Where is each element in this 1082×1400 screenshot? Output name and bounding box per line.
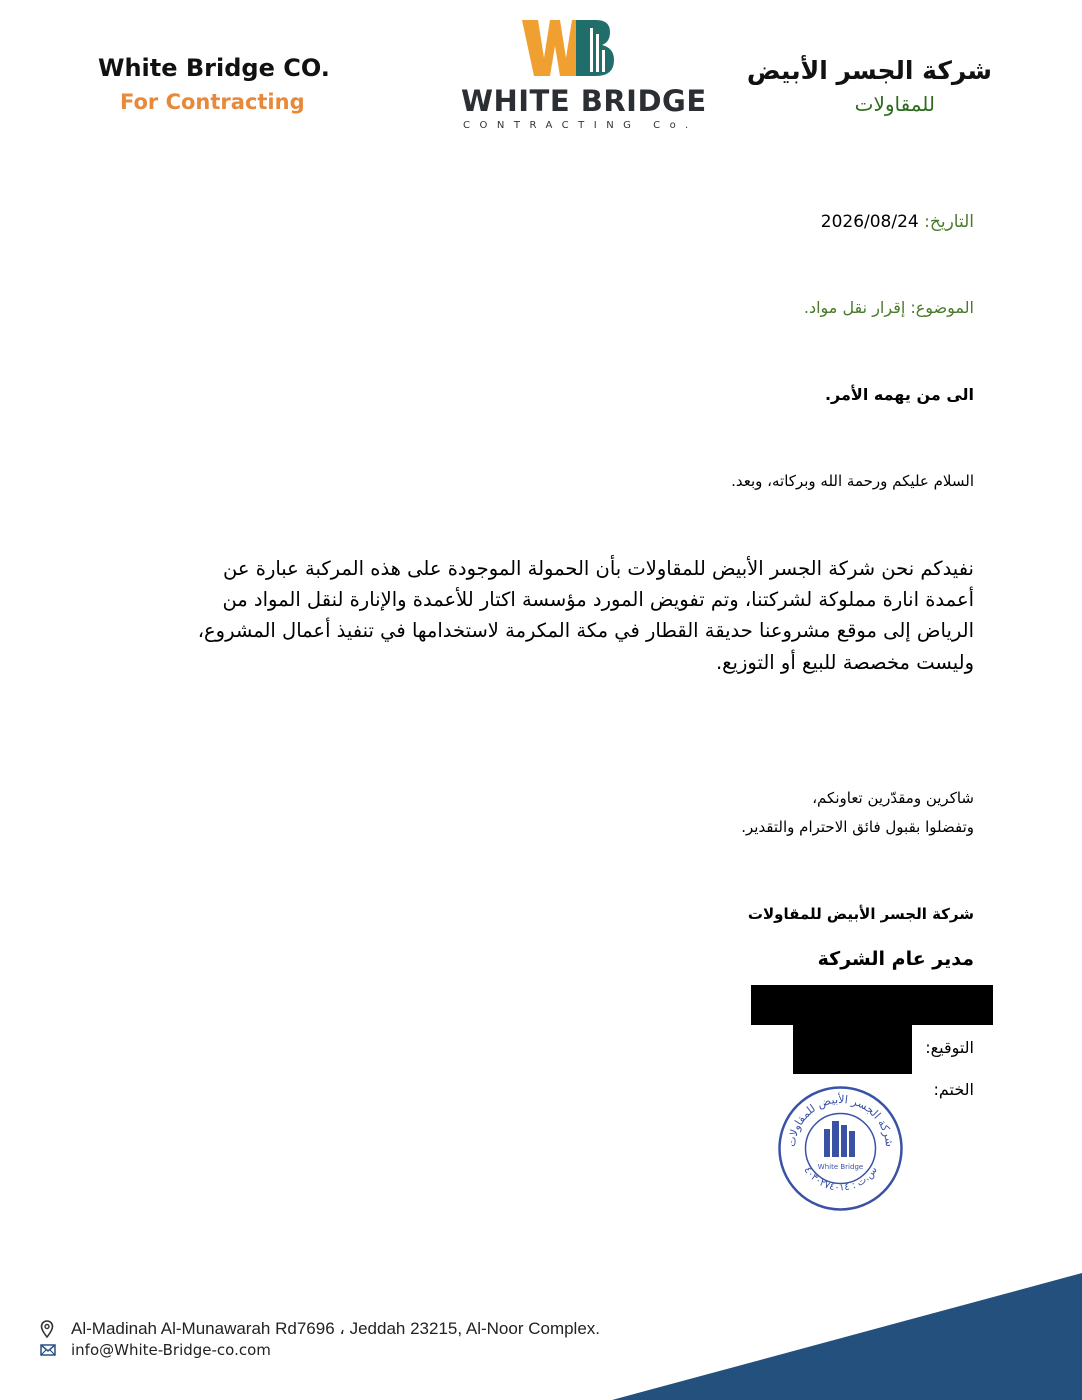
signature-label: التوقيع:: [925, 1038, 974, 1057]
letter-body: نفيدكم نحن شركة الجسر الأبيض للمقاولات بأن الحمولة الموجودة على هذه المركبة عبارة عن أعمدة انارة مملوكة لشركتنا، وتم تفويض المورد مؤسسة اكتار للأعمدة والإنارة لنقل المواد من الرياض إلى موقع مشروعنا حديقة القطار في مكة المكرمة لاستخدامها في تنفيذ أعمال المشروع، وليست مخصصة للبيع أو التوزيع.: [197, 557, 974, 674]
footer-address: Al-Madinah Al-Munawarah Rd7696 ، Jeddah 23215, Al-Noor Complex.: [71, 1319, 601, 1338]
greeting-line: السلام عليكم ورحمة الله وبركاته، وبعد.: [731, 472, 974, 490]
recipient-line: الى من يهمه الأمر.: [824, 385, 974, 404]
redaction-block: [793, 1024, 912, 1074]
mail-icon: [40, 1344, 56, 1356]
company-sub-ar: للمقاولات: [854, 92, 935, 116]
location-pin-icon: [40, 1320, 54, 1338]
subject-line: الموضوع: إقرار نقل مواد.: [803, 298, 974, 317]
footer-email[interactable]: info@White-Bridge-co.com: [71, 1341, 271, 1359]
closing-line-1: شاكرين ومقدّرين تعاونكم،: [812, 789, 974, 807]
date-label: التاريخ:: [918, 212, 974, 232]
company-sub-en: For Contracting: [120, 90, 305, 114]
stamp-label: الختم:: [933, 1080, 974, 1099]
closing-line-2: وتفضلوا بقبول فائق الاحترام والتقدير.: [741, 818, 974, 836]
signing-company: شركة الجسر الأبيض للمقاولات: [747, 905, 974, 923]
date-value: 2026/08/24: [820, 212, 919, 232]
date-line: [821, 212, 974, 232]
logo-tagline: CONTRACTING Co.: [463, 120, 698, 131]
company-name-ar: شركة الجسر الأبيض: [746, 56, 992, 85]
signer-title: مدير عام الشركة: [817, 948, 974, 970]
redaction-block: [751, 985, 993, 1025]
logo-wordmark: WHITE BRIDGE: [461, 84, 707, 118]
company-stamp: [777, 1085, 904, 1212]
company-name-en: White Bridge CO.: [98, 54, 330, 82]
stamp-number-text: س.ت : ٤٠٣٠٢٧٤٠١٤: [801, 1164, 880, 1194]
stamp-center-text: White Bridge: [817, 1163, 864, 1171]
stamp-ring-text: شركة الجسر الأبيض للمقاولات: [784, 1092, 897, 1148]
